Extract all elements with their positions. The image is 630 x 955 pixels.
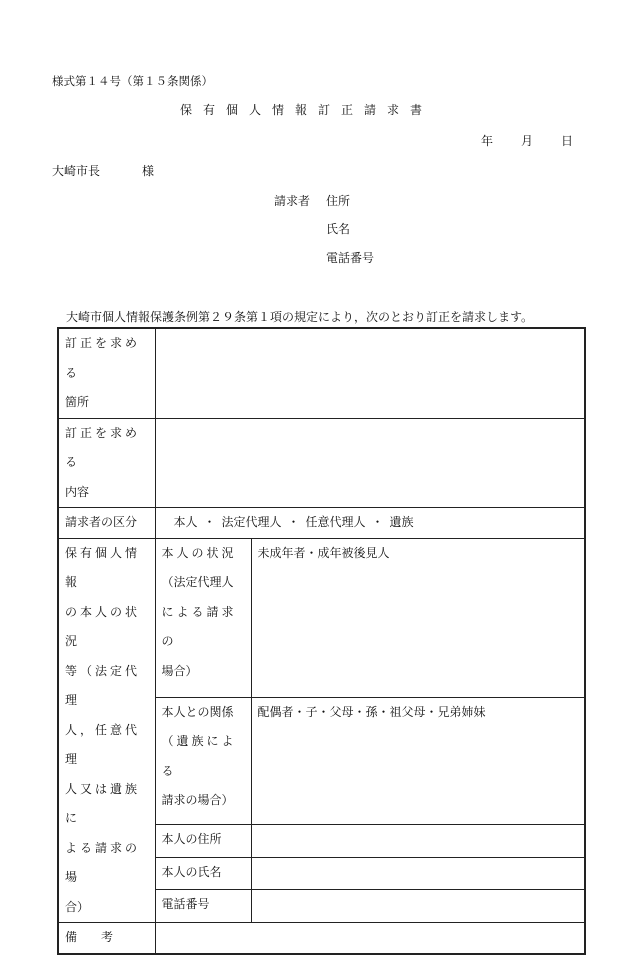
location-label — [58, 328, 155, 418]
status-label-line7: 合） — [65, 899, 90, 914]
requester-phone-label: 電話番号 — [326, 251, 375, 265]
category-self[interactable]: 本人 — [173, 515, 198, 529]
content-label — [58, 418, 155, 508]
location-label-line1: 訂正を求める — [65, 336, 141, 380]
requester-name-label: 氏名 — [326, 222, 351, 236]
category-survivor[interactable]: 遺族 — [389, 515, 414, 529]
person-address-label: 本人の住所 — [155, 824, 251, 857]
category-sep-2: ・ — [287, 515, 300, 529]
date-day: 日 — [561, 134, 574, 148]
date-year: 年 — [481, 134, 494, 148]
category-label: 請求者の区分 — [58, 508, 155, 539]
category-sep-1: ・ — [203, 515, 216, 529]
row-category — [58, 508, 585, 539]
location-label-line2: 箇所 — [65, 395, 90, 409]
status-label-line3: 等（法定代理 — [65, 663, 141, 707]
status-label-line2: の本人の状況 — [65, 604, 141, 648]
category-voluntary-rep[interactable]: 任意代理人 — [305, 515, 366, 529]
status-label-line5: 人又は遺族に — [65, 781, 141, 825]
request-form-table — [57, 327, 586, 955]
person-name-label: 本人の氏名 — [155, 857, 251, 890]
person-name-field[interactable] — [251, 857, 585, 890]
row-content — [58, 418, 585, 508]
category-legal-rep[interactable]: 法定代理人 — [221, 515, 282, 529]
relation-value[interactable]: 配偶者・子・父母・孫・祖父母・兄弟姉妹 — [251, 697, 585, 824]
content-field[interactable] — [155, 418, 585, 508]
relation-label-line3: 請求の場合） — [161, 793, 234, 808]
requester-label: 請求者 — [274, 194, 311, 208]
document-title: 保有個人情報訂正請求書 — [180, 103, 434, 117]
addressee-name: 大崎市長 — [52, 164, 101, 178]
status-label-line4: 人，任意代理 — [65, 722, 141, 766]
location-field[interactable] — [155, 328, 585, 418]
relation-label-line1: 本人との関係 — [161, 704, 234, 719]
person-address-field[interactable] — [251, 824, 585, 857]
person-phone-label: 電話番号 — [155, 890, 251, 923]
person-status-label-line2: （法定代理人 — [161, 575, 234, 589]
status-label-line1: 保有個人情報 — [65, 545, 141, 589]
content-label-line1: 訂正を求める — [65, 425, 141, 469]
person-status-label-line1: 本人の状況 — [161, 545, 237, 560]
intro-text: 大崎市個人情報保護条例第２９条第１項の規定により，次のとおり訂正を請求します。 — [66, 310, 534, 324]
person-status-value[interactable]: 未成年者・成年被後見人 — [251, 538, 585, 697]
relation-label-line2: （遺族による — [161, 734, 237, 778]
addressee-honorific: 様 — [142, 164, 155, 178]
category-options — [155, 508, 585, 539]
category-sep-3: ・ — [371, 515, 384, 529]
relation-label — [155, 697, 251, 824]
status-label-line6: よる請求の場 — [65, 840, 141, 884]
remarks-label: 備 考 — [58, 923, 155, 954]
remarks-field[interactable] — [155, 923, 585, 954]
row-person-status — [58, 538, 585, 697]
requester-address-label: 住所 — [326, 194, 351, 208]
content-label-line2: 内容 — [65, 484, 90, 499]
person-phone-field[interactable] — [251, 890, 585, 923]
person-status-label-line3: による請求の — [161, 604, 237, 648]
date-month: 月 — [521, 134, 534, 148]
row-location — [58, 328, 585, 418]
status-label — [58, 538, 155, 923]
form-number: 様式第１４号（第１５条関係） — [52, 74, 213, 88]
row-remarks — [58, 923, 585, 954]
person-status-label — [155, 538, 251, 697]
person-status-label-line4: 場合） — [161, 663, 198, 678]
